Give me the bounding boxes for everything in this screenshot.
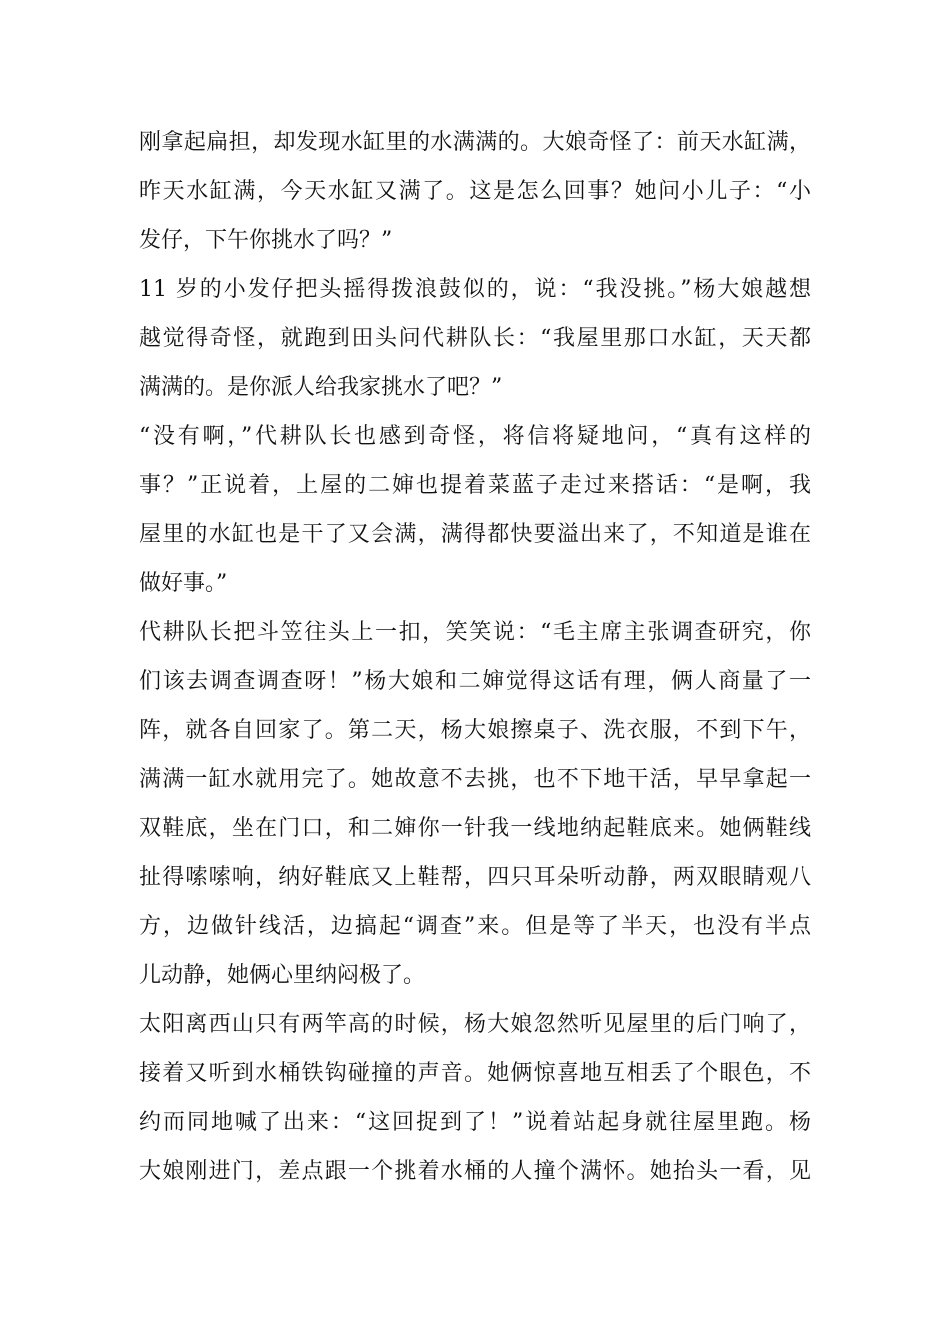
text-line: “没有啊，”代耕队长也感到奇怪，将信将疑地问，“真有这样的 <box>139 424 811 449</box>
paragraph-5 <box>139 1000 811 1196</box>
paragraph-4 <box>139 608 811 1000</box>
text-line: 发仔，下午你挑水了吗？” <box>139 228 393 253</box>
paragraph-3 <box>139 412 811 608</box>
text-line: 接着又听到水桶铁钩碰撞的声音。她俩惊喜地互相丢了个眼色，不 <box>139 1061 811 1086</box>
text-line: 们该去调查调查呀！”杨大娘和二婶觉得这话有理，俩人商量了一 <box>139 669 811 694</box>
text-line: 阵，就各自回家了。第二天，杨大娘擦桌子、洗衣服，不到下午， <box>139 718 811 743</box>
text-line: 方，边做针线活，边搞起“调查”来。但是等了半天，也没有半点 <box>139 914 811 939</box>
text-line: 刚拿起扁担，却发现水缸里的水满满的。大娘奇怪了：前天水缸满， <box>139 130 811 155</box>
text-line: 约而同地喊了出来：“这回捉到了！”说着站起身就往屋里跑。杨 <box>139 1110 811 1135</box>
text-line: 扯得嗦嗦响，纳好鞋底又上鞋帮，四只耳朵听动静，两双眼睛观八 <box>139 865 811 890</box>
text-line: 双鞋底，坐在门口，和二婶你一针我一线地纳起鞋底来。她俩鞋线 <box>139 816 811 841</box>
text-line: 满满的。是你派人给我家挑水了吧？” <box>139 375 503 400</box>
text-line: 太阳离西山只有两竿高的时候，杨大娘忽然听见屋里的后门响了， <box>139 1012 811 1037</box>
body-text <box>139 118 811 1196</box>
text-line: 事？”正说着，上屋的二婶也提着菜蓝子走过来搭话：“是啊，我 <box>139 473 811 498</box>
text-line: 越觉得奇怪，就跑到田头问代耕队长：“我屋里那口水缸，天天都 <box>139 326 811 351</box>
text-line: 屋里的水缸也是干了又会满，满得都快要溢出来了，不知道是谁在 <box>139 522 811 547</box>
paragraph-2 <box>139 265 811 412</box>
text-line: 满满一缸水就用完了。她故意不去挑，也不下地干活，早早拿起一 <box>139 767 811 792</box>
text-line: 儿动静，她俩心里纳闷极了。 <box>139 963 426 988</box>
paragraph-1 <box>139 118 811 265</box>
text-line: 昨天水缸满，今天水缸又满了。这是怎么回事？她问小儿子：“小 <box>139 179 811 204</box>
text-line: 做好事。” <box>139 571 228 596</box>
text-line: 代耕队长把斗笠往头上一扣，笑笑说：“毛主席主张调查研究，你 <box>139 620 811 645</box>
text-line: 大娘刚进门，差点跟一个挑着水桶的人撞个满怀。她抬头一看，见 <box>139 1159 811 1184</box>
text-line: 11 岁的小发仔把头摇得拨浪鼓似的，说：“我没挑。”杨大娘越想 <box>139 277 811 302</box>
